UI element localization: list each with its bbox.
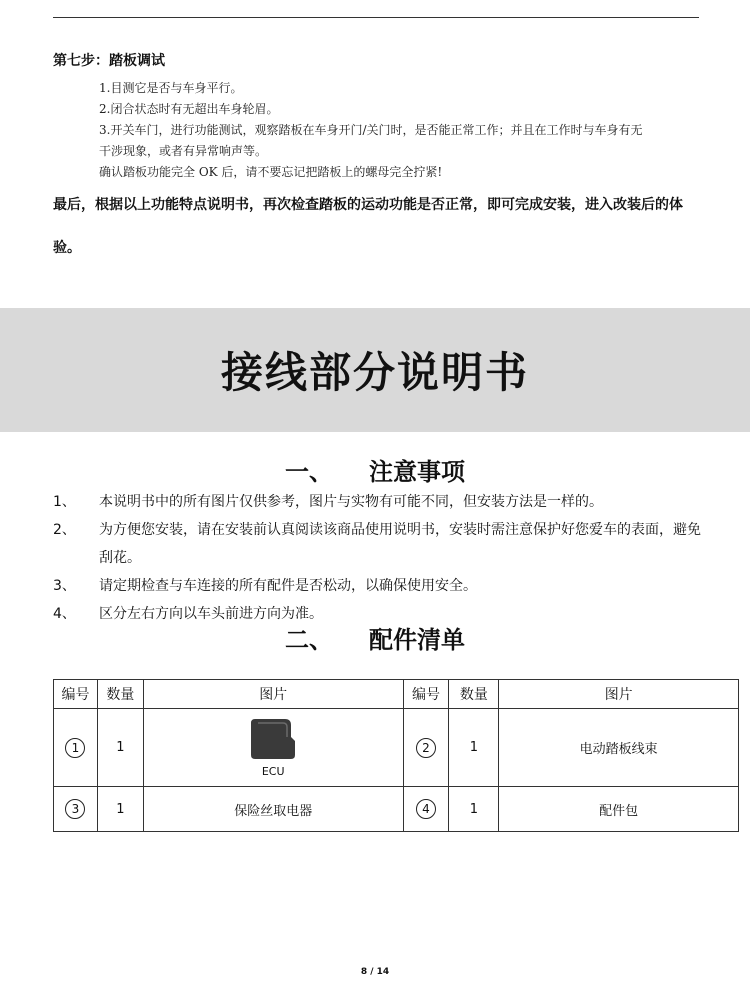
quantity-cell: 1 <box>449 709 499 787</box>
header-cell: 数量 <box>97 680 143 709</box>
section-banner <box>0 308 750 432</box>
note-text: 为方便您安装，请在安装前认真阅读该商品使用说明书，安装时需注意保护好您爱车的表面，避免刮花。 <box>99 522 701 566</box>
table-row <box>54 709 739 787</box>
section-heading-notes <box>0 452 750 487</box>
header-cell: 图片 <box>499 680 739 709</box>
note-item <box>53 488 713 516</box>
final-paragraph: 最后，根据以上功能特点说明书，再次检查踏板的运动功能是否正常，即可完成安装，进入改装后的体验。 <box>53 197 683 256</box>
step-line: 3.开关车门，进行功能测试，观察踏板在车身开门/关门时，是否能正常工作；并且在工作时与车身有无 <box>99 123 643 137</box>
table-header-row <box>54 680 739 709</box>
note-number: 1、 <box>53 494 76 510</box>
step-line: 1.目测它是否与车身平行。 <box>99 81 243 95</box>
picture-cell: 保险丝取电器 <box>143 787 403 832</box>
note-item <box>53 572 713 600</box>
note-text: 请定期检查与车连接的所有配件是否松动，以确保使用安全。 <box>99 578 477 594</box>
picture-cell: 电动踏板线束 <box>499 709 739 787</box>
number-cell <box>403 709 449 787</box>
ecu-image <box>249 717 297 761</box>
header-cell: 编号 <box>403 680 449 709</box>
banner-title: 接线部分说明书 <box>220 348 529 397</box>
circled-number: 1 <box>65 738 85 758</box>
parts-table <box>53 679 739 832</box>
note-item <box>53 516 713 572</box>
note-number: 2、 <box>53 522 76 538</box>
quantity-cell: 1 <box>97 709 143 787</box>
step-line: 2.闭合状态时有无超出车身轮眉。 <box>99 102 279 116</box>
section-number: 一、 <box>285 458 333 486</box>
note-text: 区分左右方向以车头前进方向为准。 <box>99 606 323 622</box>
section-title: 配件清单 <box>369 626 465 654</box>
picture-cell <box>143 709 403 787</box>
section-heading-parts <box>0 620 750 655</box>
note-text: 本说明书中的所有图片仅供参考，图片与实物有可能不同，但安装方法是一样的。 <box>99 494 603 510</box>
quantity-cell: 1 <box>97 787 143 832</box>
header-cell: 图片 <box>143 680 403 709</box>
step-line: 确认踏板功能完全 OK 后，请不要忘记把踏板上的螺母完全拧紧! <box>99 165 443 179</box>
section-number: 二、 <box>285 626 333 654</box>
note-number: 4、 <box>53 606 76 622</box>
number-cell <box>403 787 449 832</box>
step-line: 干涉现象，或者有异常响声等。 <box>99 144 268 158</box>
page-number: 8 / 14 <box>360 967 390 977</box>
number-cell <box>54 787 98 832</box>
quantity-cell: 1 <box>449 787 499 832</box>
header-cell: 编号 <box>54 680 98 709</box>
circled-number: 4 <box>416 799 436 819</box>
top-rule <box>53 17 699 18</box>
note-number: 3、 <box>53 578 76 594</box>
step-list <box>99 78 709 183</box>
table-row <box>54 787 739 832</box>
ecu-label: ECU <box>261 765 285 778</box>
section-title: 注意事项 <box>369 458 465 486</box>
circled-number: 3 <box>65 799 85 819</box>
notes-list <box>53 488 713 628</box>
header-cell: 数量 <box>449 680 499 709</box>
number-cell <box>54 709 98 787</box>
picture-cell: 配件包 <box>499 787 739 832</box>
step-title: 第七步：踏板调试 <box>53 53 165 69</box>
circled-number: 2 <box>416 738 436 758</box>
